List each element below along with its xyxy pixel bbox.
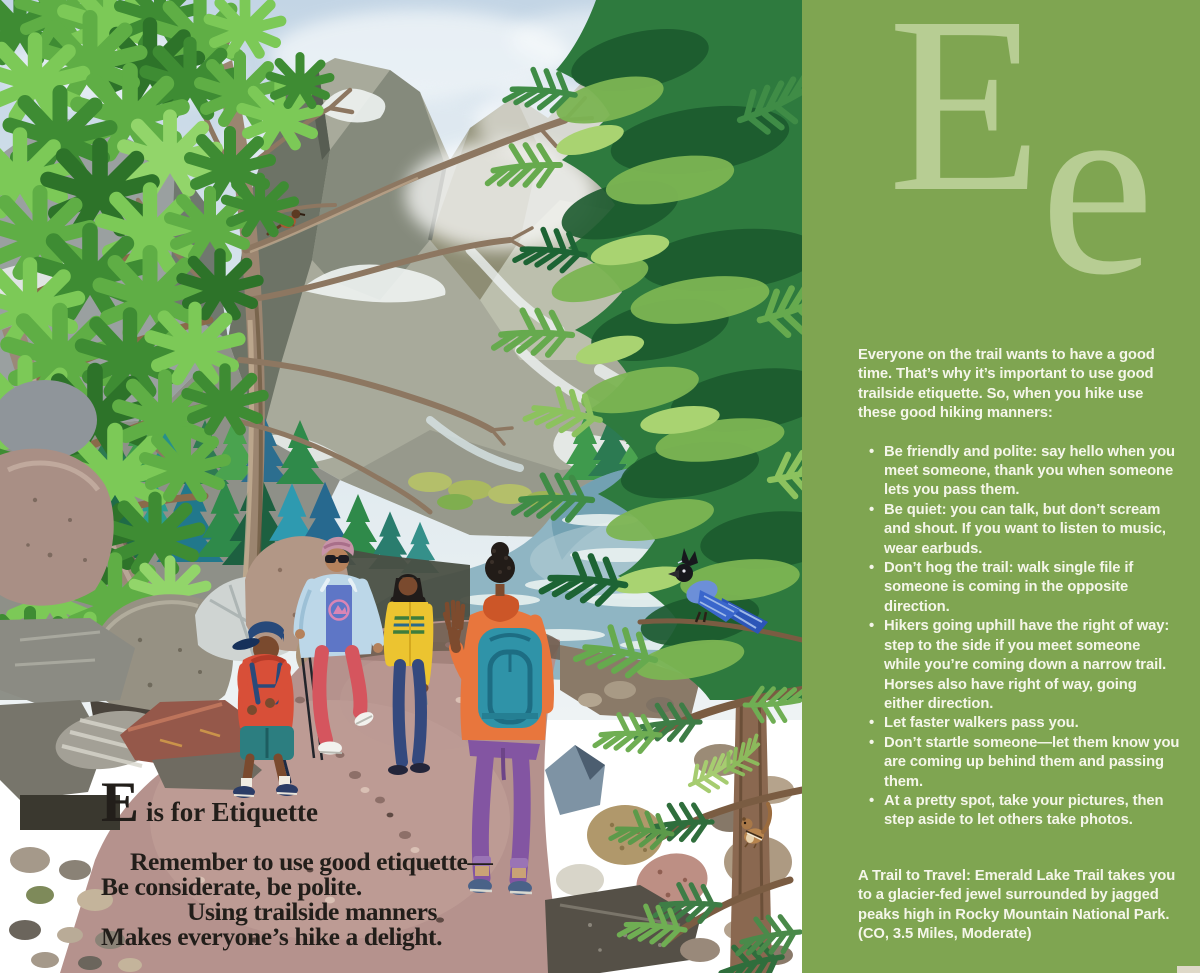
etiquette-rule: • Be friendly and polite: say hello when you meet someone, thank you when someone lets you pass them.	[884, 443, 1180, 501]
trail-note	[858, 867, 1180, 945]
poem-dropcap: E	[101, 771, 140, 834]
trail-note-text: Emerald Lake Trail takes you to a glacier-fed jewel surrounded by jagged peaks high in Rocky Mountain National Park. (CO, 3.5 Miles, Moderate)	[858, 867, 1176, 942]
poem-line: Be considerate, be polite.	[101, 872, 362, 901]
poem-title-rest: is for Etiquette	[146, 797, 319, 827]
etiquette-rule: • At a pretty spot, take your pictures, then step aside to let others take photos.	[884, 792, 1180, 831]
etiquette-rule: • Don’t hog the trail: walk single file if someone is coming in the opposite direction.	[884, 559, 1180, 617]
alphabet-letter-uppercase: E	[888, 0, 1042, 244]
page-corner-notch	[1177, 966, 1200, 973]
etiquette-rule: • Hikers going uphill have the right of way: step to the side if you meet someone while you’re coming down a narrow trail. Horses also have right of way, going either direction.	[884, 617, 1180, 714]
intro-paragraph: Everyone on the trail wants to have a good time. That’s why it’s important to use good trailside etiquette. So, when you hike use these good hiking manners:	[858, 347, 1155, 422]
trail-note-label: A Trail to Travel:	[858, 867, 971, 884]
poem-line: Using trailside manners	[187, 897, 438, 926]
alphabet-letter-lowercase: e	[1040, 42, 1155, 328]
etiquette-rules-list	[858, 443, 1180, 831]
poem-title	[101, 771, 319, 834]
panel-content	[858, 346, 1180, 944]
poem-line: Makes everyone’s hike a delight.	[101, 922, 443, 951]
etiquette-rule: • Don’t startle someone—let them know you are coming up behind them and passing them.	[884, 734, 1180, 792]
poem-verse	[101, 849, 561, 949]
poem-line: Remember to use good etiquette—	[130, 847, 493, 876]
etiquette-rule: • Be quiet: you can talk, but don’t scream and shout. If you want to listen to music, wear earbuds.	[884, 501, 1180, 559]
etiquette-rule: • Let faster walkers pass you.	[884, 714, 1180, 733]
sidebar-panel	[802, 0, 1200, 973]
